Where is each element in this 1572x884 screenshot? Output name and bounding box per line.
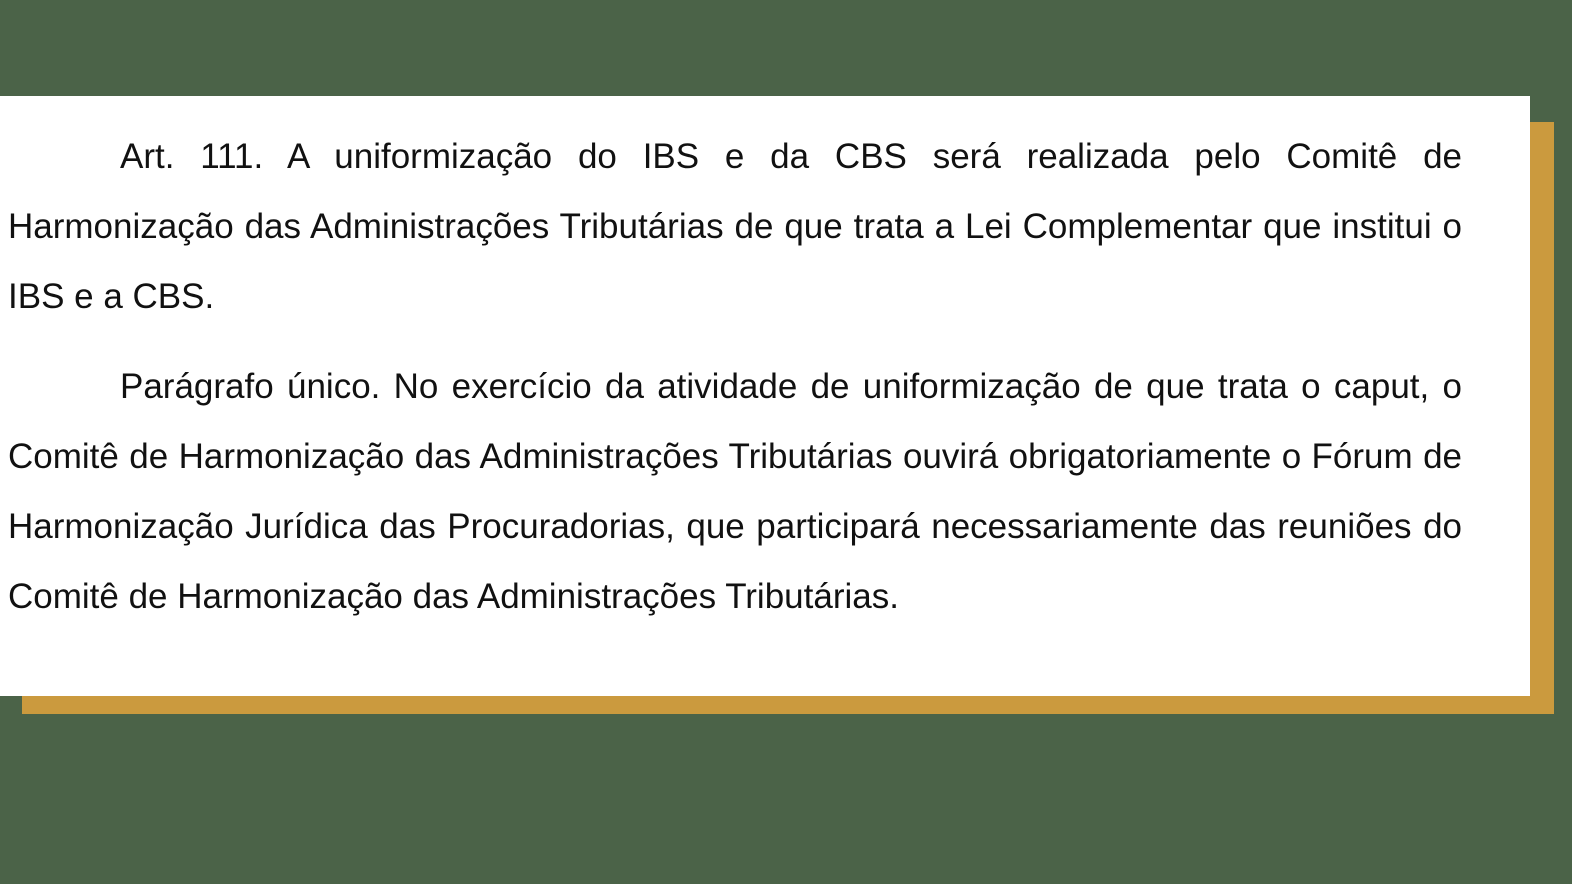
text-content-card: [0, 96, 1530, 696]
paragraph-paragrafo-unico: Parágrafo único. No exercício da atividade de uniformização de que trata o caput, o Comitê de Harmonização das Administrações Tributárias ouvirá obrigatoriamente o Fórum de Harmonização Jurídica das Procuradorias, que participará necessariamente das reuniões do Comitê de Harmonização das Administrações Tributárias.: [8, 367, 1462, 616]
paragraph-article-111: Art. 111. A uniformização do IBS e da CBS será realizada pelo Comitê de Harmonização das Administrações Tributárias de que trata a Lei Complementar que institui o IBS e a CBS.: [8, 137, 1462, 316]
